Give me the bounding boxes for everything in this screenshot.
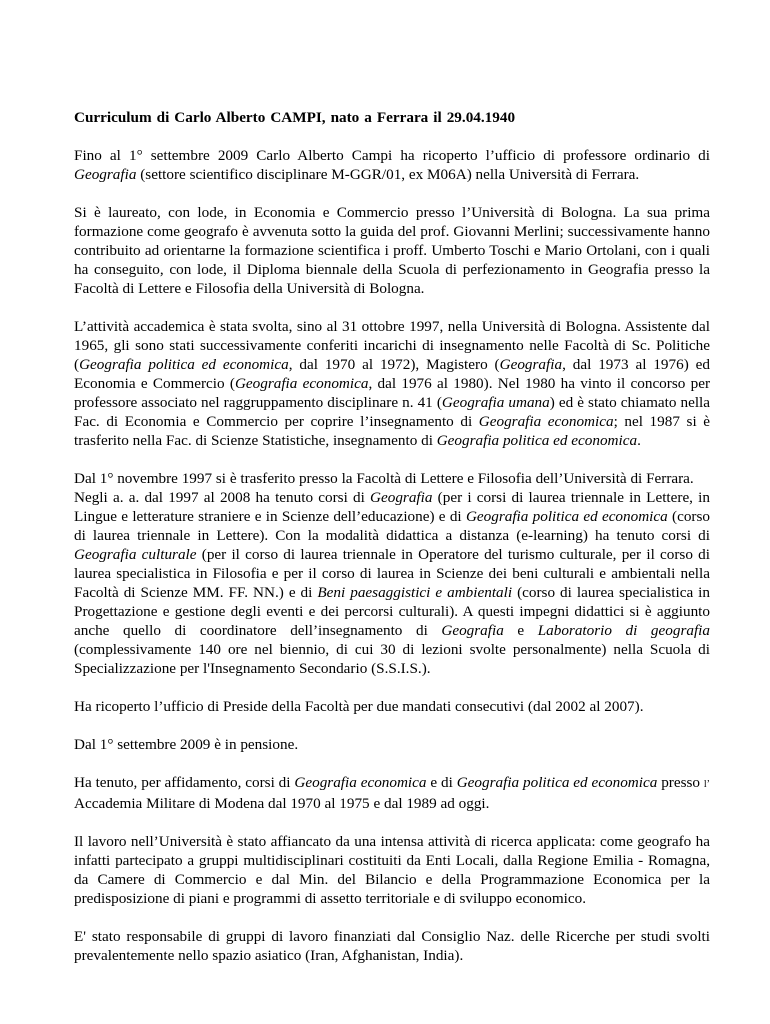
- text-run: , dal 1973 al 1976) ed Economia e Commercio (: [74, 356, 710, 392]
- italic-text: Geografia: [441, 622, 504, 639]
- text-run: (complessivamente 140 ore nel biennio, di cui 30 di lezioni svolte personalmente) nella Scuola di Specializzazione per l'Insegnamento Secondario (S.S.I.S.).: [74, 641, 710, 677]
- italic-text: Beni paesaggistici e ambientali: [317, 584, 513, 601]
- paragraph-p6: [74, 697, 710, 716]
- text-run: (per il corso di laurea triennale in Operatore del turismo culturale, per il corso di laurea specialistica in Filosofia e per il corso di laurea in Scienze dei beni culturali e ambientali nella Facoltà di Scienze MM. FF. NN.) e di: [74, 546, 710, 601]
- text-run: e: [503, 622, 538, 639]
- text-run: Negli a. a. dal 1997 al 2008 ha tenuto corsi di: [74, 489, 371, 506]
- paragraph-p3: [74, 317, 710, 450]
- italic-text: Geografia: [74, 166, 137, 183]
- text-run: .: [637, 432, 641, 449]
- italic-text: Laboratorio di geografia: [537, 622, 710, 639]
- text-run: Accademia Militare di Modena dal 1970 al 1975 e dal 1989 ad oggi.: [74, 795, 490, 812]
- text-run: E' stato responsabile di gruppi di lavoro finanziati dal Consiglio Naz. delle Ricerche per studi svolti prevalentemente nello spazio asiatico (Iran, Afghanistan, India).: [74, 928, 710, 964]
- text-run: Dal 1° novembre 1997 si è trasferito presso la Facoltà di Lettere e Filosofia dell’Università di Ferrara.: [74, 470, 694, 487]
- paragraph-p10: [74, 927, 710, 965]
- text-run: Il lavoro nell’Università è stato affiancato da una intensa attività di ricerca applicata: come geografo ha infatti partecipato a gruppi multidisciplinari costituiti da Enti Locali, dalla Regione Emilia - Romagna, da Camere di Commercio e dal Min. del Bilancio e della Programmazione Economica per la predisposizione di piani e programmi di assetto territoriale e di sviluppo economico.: [74, 833, 710, 907]
- italic-text: Geografia politica ed economica: [79, 356, 289, 373]
- text-run: e di: [426, 774, 457, 791]
- italic-text: Geografia economica: [478, 413, 614, 430]
- paragraph-p4: [74, 469, 710, 488]
- paragraph-p9: [74, 832, 710, 908]
- italic-text: Geografia politica ed economica: [436, 432, 638, 449]
- text-run: , dal 1976 al 1980). Nel 1980 ha vinto il concorso per professore associato nel raggruppamento disciplinare n. 41 (: [74, 375, 711, 411]
- text-run: Dal 1° settembre 2009 è in pensione.: [74, 736, 299, 753]
- text-run: ; nel 1987 si è trasferito nella Fac. di Scienze Statistiche, insegnamento di: [74, 413, 710, 449]
- text-run: presso: [657, 774, 704, 791]
- text-run: L’attività accademica è stata svolta, sino al 31 ottobre 1997, nella Università di Bologna. Assistente dal 1965, gli sono stati successivamente conferiti incarichi di insegnamento nelle Facoltà di Sc. Politiche (: [74, 318, 710, 373]
- italic-text: Geografia politica ed economica: [465, 508, 668, 525]
- text-run: (corso di laurea specialistica in Progettazione e gestione degli eventi e dei percorsi culturali). A questi impegni didattici si è aggiunto anche quello di coordinatore dell’insegnamento di: [74, 584, 710, 639]
- italic-text: Geografia: [499, 356, 563, 373]
- text-run: , dal 1970 al 1972), Magistero (: [288, 356, 500, 373]
- paragraph-p5: [74, 488, 710, 678]
- text-run: (corso di laurea triennale in Lettere). Con la modalità didattica a distanza (e-learning) ha tenuto corsi di: [74, 508, 710, 544]
- text-run: Ha tenuto, per affidamento, corsi di: [74, 774, 295, 791]
- italic-text: Geografia economica: [294, 774, 427, 791]
- italic-text: Geografia economica: [234, 375, 369, 392]
- text-run: ) ed è stato chiamato nella Fac. di Economia e Commercio per coprire l’insegnamento di: [74, 394, 711, 430]
- italic-text: Geografia politica ed economica: [456, 774, 658, 791]
- italic-text: Geografia umana: [441, 394, 550, 411]
- paragraph-p8: [74, 773, 710, 813]
- paragraph-p2: [74, 203, 710, 298]
- text-run: l’: [703, 779, 710, 790]
- text-run: (per i corsi di laurea triennale in Lettere, in Lingue e letterature straniere e in Scienze dell’educazione) e di: [74, 489, 710, 525]
- paragraph-p7: [74, 735, 710, 754]
- italic-text: Geografia: [370, 489, 433, 506]
- document-title: Curriculum di Carlo Alberto CAMPI, nato a Ferrara il 29.04.1940: [74, 109, 516, 126]
- text-run: Fino al 1° settembre 2009 Carlo Alberto Campi ha ricoperto l’ufficio di professore ordinario di: [74, 147, 710, 164]
- text-run: Si è laureato, con lode, in Economia e Commercio presso l’Università di Bologna. La sua prima formazione come geografo è avvenuta sotto la guida del prof. Giovanni Merlini; successivamente hanno contribuito ad orientarne la formazione scientifica i proff. Umberto Toschi e Mario Ortolani, con i quali ha conseguito, con lode, il Diploma biennale della Scuola di perfezionamento in Geografia presso la Facoltà di Lettere e Filosofia della Università di Bologna.: [74, 204, 710, 297]
- text-run: Ha ricoperto l’ufficio di Preside della Facoltà per due mandati consecutivi (dal 2002 al 2007).: [74, 698, 644, 715]
- document-body: [74, 146, 710, 965]
- paragraph-p1: [74, 146, 710, 184]
- italic-text: Geografia culturale: [74, 546, 197, 563]
- text-run: (settore scientifico disciplinare M-GGR/01, ex M06A) nella Università di Ferrara.: [136, 166, 640, 183]
